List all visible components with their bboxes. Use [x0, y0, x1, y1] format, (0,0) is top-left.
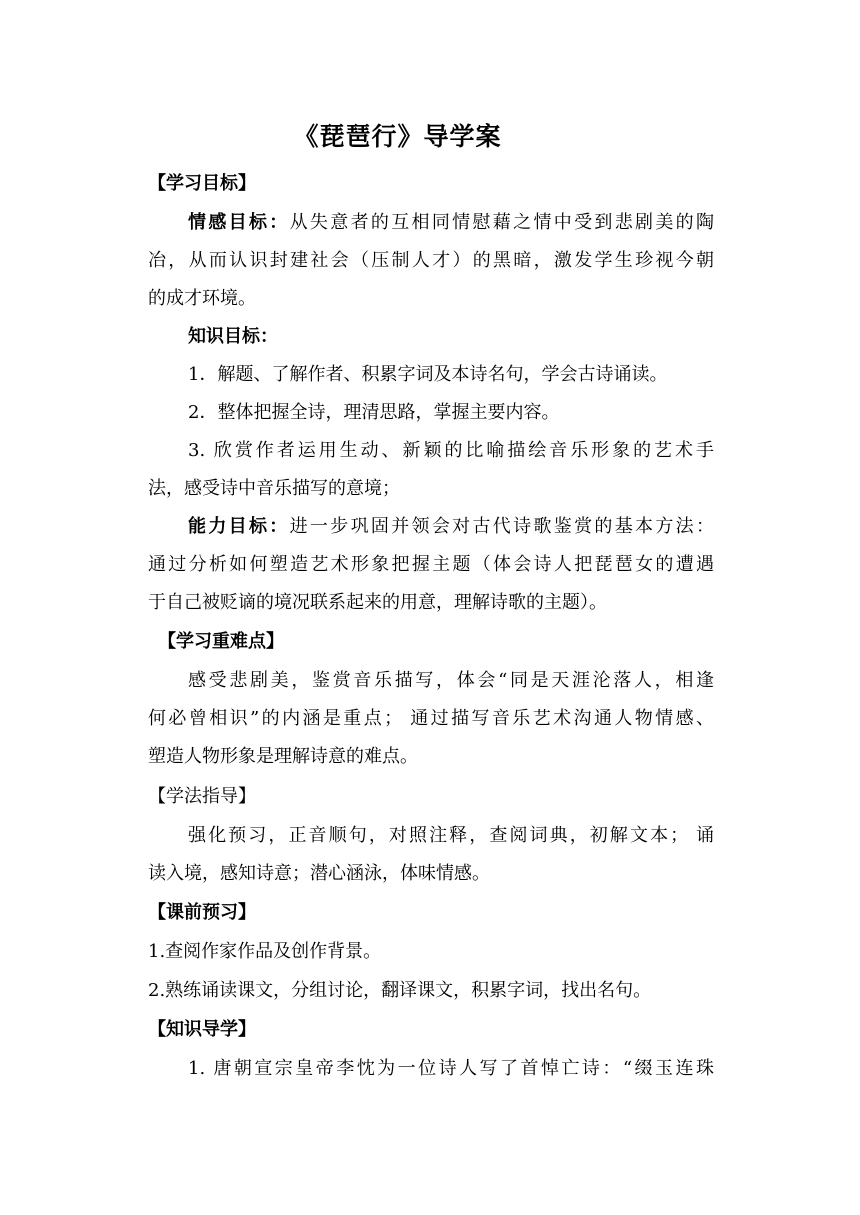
difficulty-line-2: 何必曾相识”的内涵是重点； 通过描写音乐艺术沟通人物情感、: [148, 708, 714, 729]
knowledge-goal-item-3-line-2: 法，感受诗中音乐描写的意境；: [148, 478, 400, 499]
emotion-goal-text-1: 从失意者的互相同情慰藉之情中受到悲剧美的陶: [289, 212, 715, 233]
section-heading-preview: 【课前预习】: [148, 902, 256, 923]
method-line-1: 强化预习，正音顺句，对照注释，查阅词典，初解文本； 诵: [188, 825, 714, 846]
ability-goal-label: 能力目标：: [188, 516, 290, 537]
ability-goal-line-3: 于自己被贬谪的境况联系起来的用意，理解诗歌的主题）。: [148, 592, 607, 613]
ability-goal-text-1: 进一步巩固并领会对古代诗歌鉴赏的基本方法：: [289, 516, 715, 537]
section-heading-guide: 【知识导学】: [148, 1019, 256, 1040]
section-heading-difficulty: 【学习重难点】: [158, 631, 284, 652]
ability-goal-line-1: [188, 512, 714, 542]
emotion-goal-line-2: 冶，从而认识封建社会（压制人才）的黑暗，激发学生珍视今朝: [148, 250, 714, 271]
preview-item-1: 1.查阅作家作品及创作背景。: [148, 941, 382, 962]
emotion-goal-line-1: [188, 208, 714, 238]
guide-item-1: 1. 唐朝宣宗皇帝李忱为一位诗人写了首悼亡诗：“缀玉连珠: [188, 1058, 714, 1079]
section-heading-goals: 【学习目标】: [148, 173, 256, 194]
knowledge-goal-item-2: 2．整体把握全诗，理清思路，掌握主要内容。: [188, 402, 560, 423]
knowledge-goal-item-1: 1．解题、了解作者、积累字词及本诗名句，学会古诗诵读。: [188, 364, 668, 385]
section-heading-method: 【学法指导】: [148, 786, 256, 807]
emotion-goal-label: 情感目标：: [188, 212, 290, 233]
emotion-goal-line-3: 的成才环境。: [148, 288, 256, 309]
method-line-2: 读入境，感知诗意；潜心涵泳，体味情感。: [148, 863, 490, 884]
document-title: 《琵琶行》导学案: [293, 122, 502, 151]
knowledge-goal-label: 知识目标：: [188, 326, 278, 347]
knowledge-goal-item-3-line-1: 3. 欣赏作者运用生动、新颖的比喻描绘音乐形象的艺术手: [188, 440, 714, 461]
difficulty-line-3: 塑造人物形象是理解诗意的难点。: [148, 746, 418, 767]
ability-goal-line-2: 通过分析如何塑造艺术形象把握主题（体会诗人把琵琶女的遭遇: [148, 554, 714, 575]
difficulty-line-1: 感受悲剧美，鉴赏音乐描写，体会“同是天涯沦落人，相逢: [188, 670, 714, 691]
preview-item-2: 2.熟练诵读课文，分组讨论，翻译课文，积累字词，找出名句。: [148, 980, 652, 1001]
